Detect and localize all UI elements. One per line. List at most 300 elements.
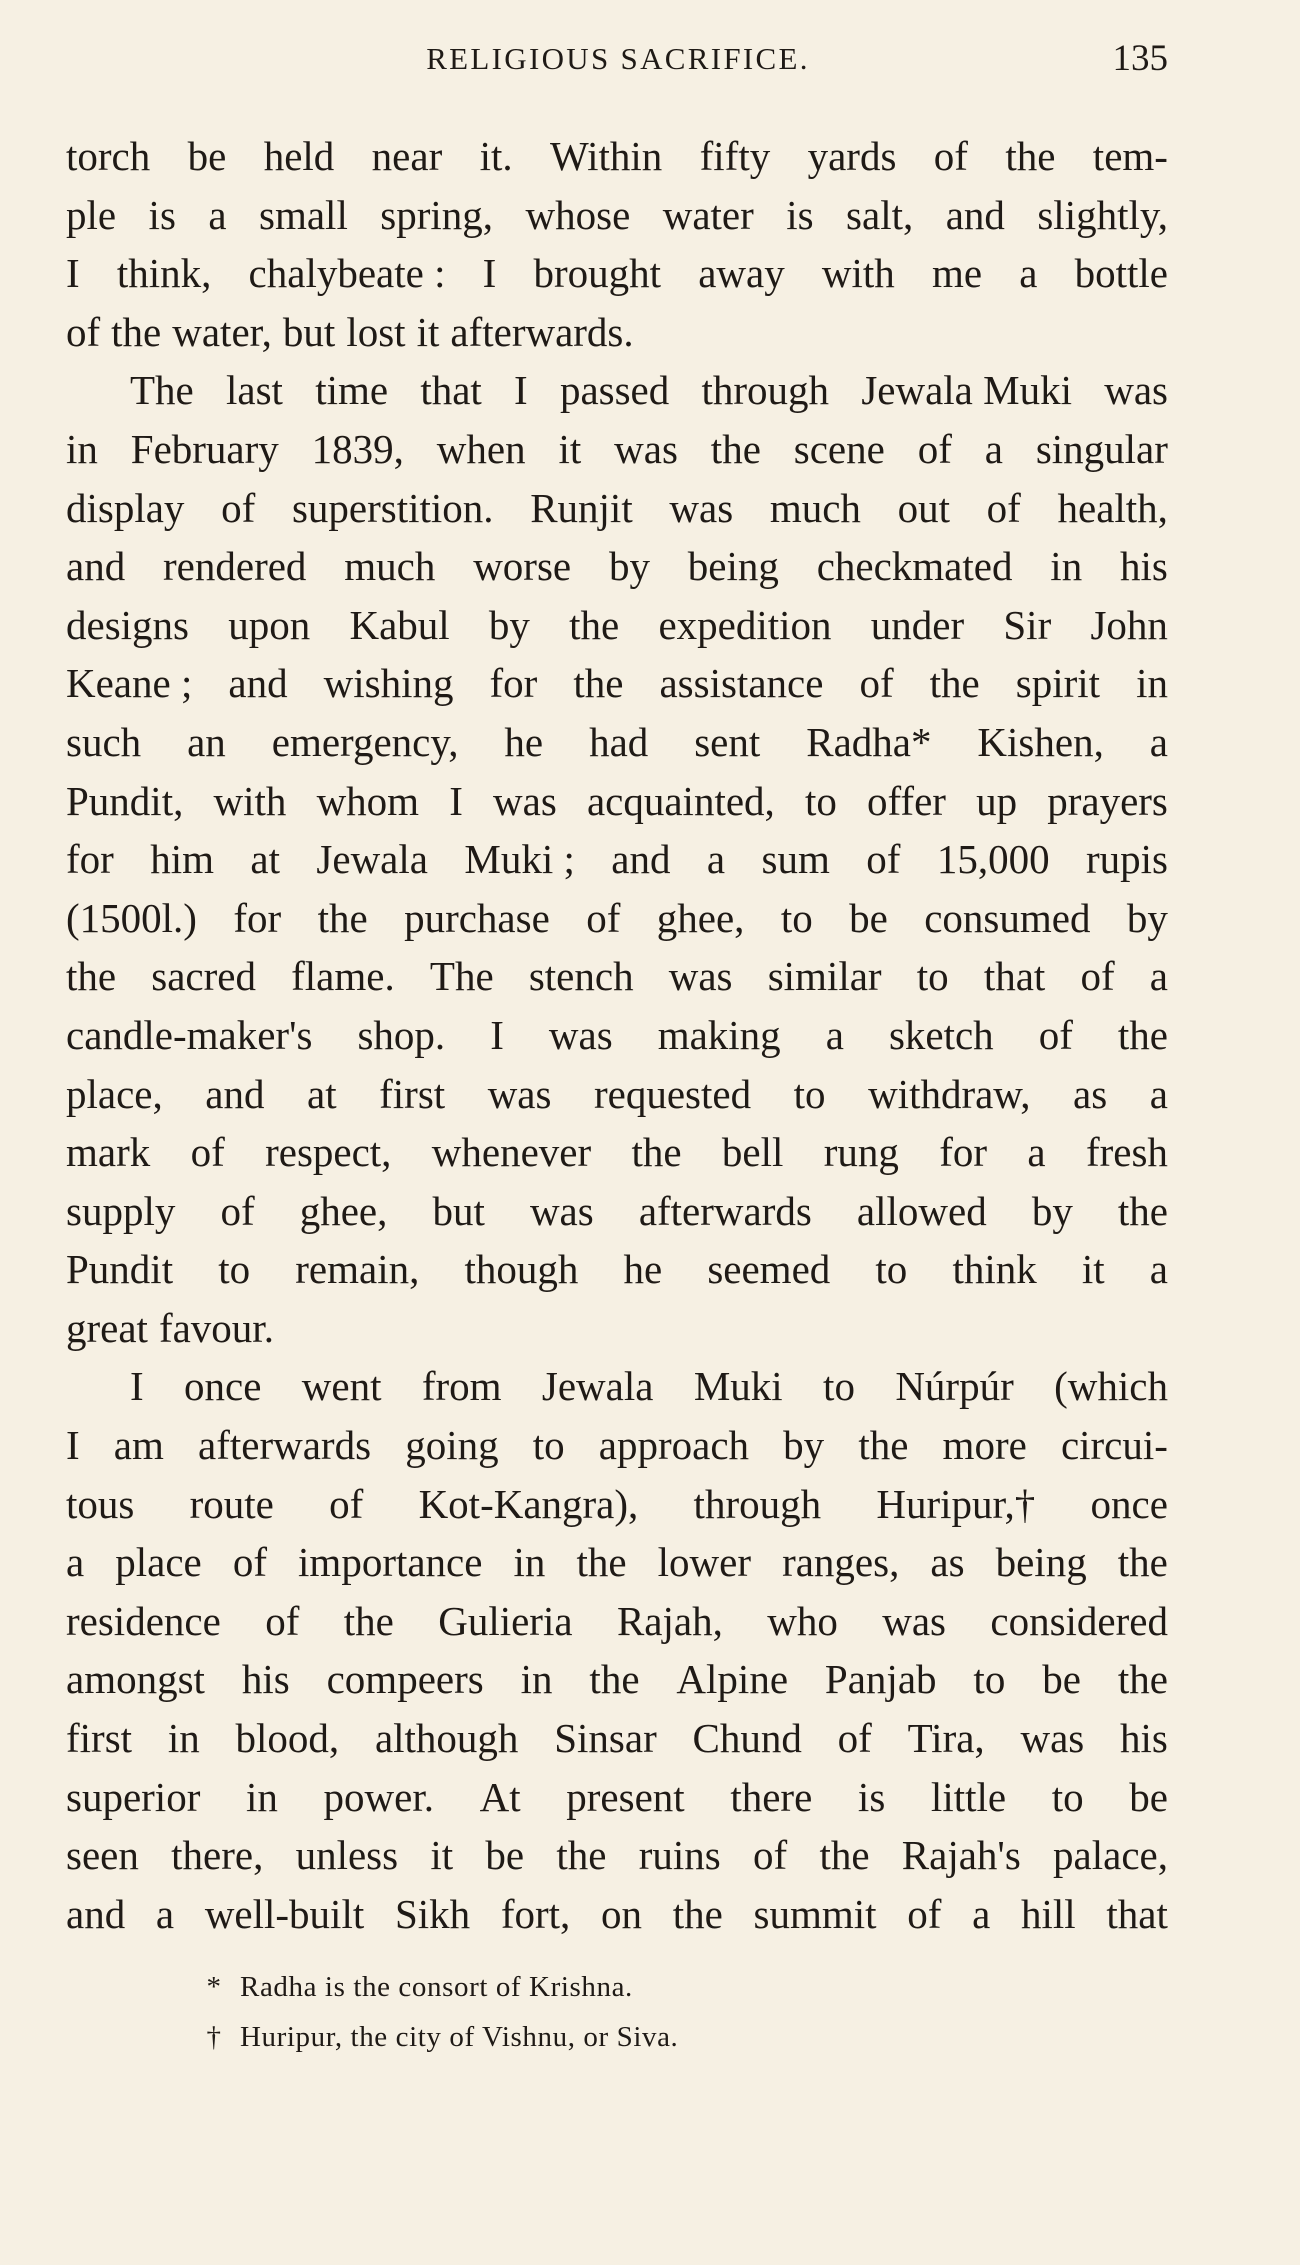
word: think, bbox=[116, 250, 212, 297]
footnotes bbox=[200, 1962, 1060, 2062]
text-line bbox=[66, 186, 1168, 245]
text-line bbox=[66, 1650, 1168, 1709]
word: and bbox=[205, 1070, 265, 1117]
word: lower bbox=[657, 1539, 751, 1586]
word: Kabul bbox=[349, 601, 450, 648]
word: lost bbox=[346, 308, 406, 355]
word: of bbox=[753, 1832, 788, 1879]
word: Núrpúr bbox=[895, 1363, 1014, 1410]
word: unless bbox=[295, 1832, 399, 1879]
word: once bbox=[184, 1363, 262, 1410]
word: by bbox=[1031, 1187, 1073, 1234]
word: of bbox=[329, 1480, 364, 1527]
text-line bbox=[66, 1357, 1168, 1416]
word: the bbox=[1117, 1011, 1168, 1058]
word: it bbox=[430, 1832, 454, 1879]
word: remain, bbox=[295, 1246, 420, 1293]
word: a bbox=[825, 1011, 844, 1058]
word: the bbox=[343, 1597, 394, 1644]
text-line bbox=[66, 889, 1168, 948]
word: a bbox=[1149, 718, 1168, 765]
word: was bbox=[493, 777, 557, 824]
text-line bbox=[66, 244, 1168, 303]
word: the bbox=[929, 660, 980, 707]
word: the bbox=[66, 953, 117, 1000]
text-line bbox=[66, 772, 1168, 831]
word: to bbox=[823, 1363, 855, 1410]
word: though bbox=[464, 1246, 579, 1293]
word: Jewala bbox=[541, 1363, 654, 1410]
word: flame. bbox=[291, 953, 395, 1000]
word: sacred bbox=[151, 953, 256, 1000]
word: at bbox=[307, 1070, 337, 1117]
word: power. bbox=[323, 1773, 434, 1820]
word: held bbox=[263, 133, 335, 179]
word: of bbox=[265, 1597, 300, 1644]
word: to bbox=[875, 1246, 908, 1293]
word: it bbox=[558, 425, 582, 472]
word: through bbox=[701, 367, 830, 414]
word: afterwards bbox=[638, 1187, 812, 1234]
footnote-text: Huripur, the city of Vishnu, or Siva. bbox=[240, 2021, 679, 2053]
word: is bbox=[857, 1773, 886, 1820]
text-line bbox=[66, 1240, 1168, 1299]
word: checkmated bbox=[816, 543, 1013, 590]
word: At bbox=[479, 1773, 521, 1820]
word: a bbox=[1027, 1129, 1046, 1176]
word: spring, bbox=[380, 191, 494, 238]
word: more bbox=[942, 1422, 1027, 1469]
word: he bbox=[504, 718, 544, 765]
word: water, bbox=[172, 308, 272, 355]
word: Rajah's bbox=[901, 1832, 1021, 1879]
word: sum bbox=[761, 836, 830, 883]
word: it bbox=[1081, 1246, 1105, 1293]
word: Kot-Kangra), bbox=[418, 1480, 639, 1527]
word: supply bbox=[66, 1187, 176, 1234]
word: be bbox=[187, 133, 227, 179]
word: his bbox=[1120, 1715, 1168, 1762]
word: by bbox=[783, 1422, 825, 1469]
word: Panjab bbox=[824, 1656, 937, 1703]
word: small bbox=[259, 191, 348, 238]
word: be bbox=[1129, 1773, 1168, 1820]
word: near bbox=[371, 133, 443, 179]
word: the bbox=[858, 1422, 909, 1469]
word: mark bbox=[66, 1129, 151, 1176]
word: being bbox=[995, 1539, 1087, 1586]
word: to bbox=[973, 1656, 1006, 1703]
word: him bbox=[150, 836, 215, 883]
word: the bbox=[1117, 1656, 1168, 1703]
text-line bbox=[66, 303, 1168, 362]
word: a bbox=[1019, 250, 1038, 297]
word: the bbox=[710, 425, 761, 472]
word: is bbox=[148, 191, 176, 238]
word: the bbox=[317, 894, 368, 941]
word: superstition. bbox=[291, 484, 494, 531]
word: purchase bbox=[404, 894, 550, 941]
word: the bbox=[569, 601, 620, 648]
word: as bbox=[1073, 1070, 1108, 1117]
text-line bbox=[66, 1065, 1168, 1124]
body-text bbox=[66, 127, 1168, 1943]
word: Jewala bbox=[316, 836, 428, 883]
word: considered bbox=[990, 1597, 1168, 1644]
text-line bbox=[66, 1768, 1168, 1827]
word: The bbox=[130, 367, 194, 414]
word: to bbox=[780, 894, 813, 941]
word: sketch bbox=[888, 1011, 994, 1058]
word: the bbox=[1117, 1187, 1168, 1234]
word: in bbox=[66, 425, 98, 472]
word: John bbox=[1090, 601, 1168, 648]
word: of bbox=[859, 660, 894, 707]
page-header bbox=[68, 34, 1168, 84]
word: ruins bbox=[638, 1832, 721, 1879]
running-title: RELIGIOUS SACRIFICE. bbox=[426, 41, 810, 76]
word: yards bbox=[807, 133, 897, 179]
word: and bbox=[66, 543, 126, 590]
word: Runjit bbox=[530, 484, 633, 531]
word: brought bbox=[533, 250, 662, 297]
word: last bbox=[226, 367, 283, 414]
word: Pundit, bbox=[66, 777, 184, 824]
word: little bbox=[930, 1773, 1007, 1820]
word: that bbox=[420, 367, 482, 414]
word: when bbox=[436, 425, 526, 472]
word: Chund bbox=[692, 1715, 802, 1762]
word: ranges, bbox=[782, 1539, 900, 1586]
word: that bbox=[983, 953, 1046, 1000]
word: was bbox=[548, 1011, 613, 1058]
word: rung bbox=[823, 1129, 899, 1176]
word: present bbox=[566, 1773, 685, 1820]
word: whom bbox=[316, 777, 420, 824]
word: palace, bbox=[1053, 1832, 1168, 1879]
word: to bbox=[916, 953, 949, 1000]
text-line bbox=[66, 1182, 1168, 1241]
word: salt, bbox=[846, 191, 914, 238]
word: but bbox=[282, 308, 336, 355]
word: circui- bbox=[1060, 1422, 1168, 1469]
word: a bbox=[155, 1890, 175, 1937]
word: he bbox=[623, 1246, 663, 1293]
word: a bbox=[972, 1890, 991, 1937]
word: stench bbox=[528, 953, 634, 1000]
word: Within bbox=[550, 133, 663, 179]
text-line bbox=[66, 654, 1168, 713]
word: going bbox=[405, 1422, 499, 1469]
word: of bbox=[917, 425, 952, 472]
text-line bbox=[66, 537, 1168, 596]
word: Sikh bbox=[394, 1890, 471, 1937]
word: of bbox=[220, 1187, 255, 1234]
footnote bbox=[200, 2012, 1060, 2062]
word: away bbox=[698, 250, 785, 297]
word: assistance bbox=[659, 660, 824, 707]
word: great bbox=[66, 1304, 148, 1351]
word: offer bbox=[867, 777, 946, 824]
word: a bbox=[66, 1539, 85, 1586]
word: the bbox=[589, 1656, 640, 1703]
word: whose bbox=[525, 191, 631, 238]
word: of bbox=[221, 484, 256, 531]
text-line bbox=[66, 479, 1168, 538]
word: hill bbox=[1021, 1890, 1076, 1937]
word: went bbox=[301, 1363, 382, 1410]
word: display bbox=[66, 484, 185, 531]
word: ghee, bbox=[299, 1187, 388, 1234]
word: of bbox=[986, 484, 1021, 531]
word: candle-maker's bbox=[66, 1011, 313, 1058]
word: was bbox=[614, 425, 678, 472]
word: Sinsar bbox=[554, 1715, 657, 1762]
word: water bbox=[662, 191, 754, 238]
word: to bbox=[1051, 1773, 1084, 1820]
text-line bbox=[66, 1475, 1168, 1534]
word: fresh bbox=[1085, 1129, 1168, 1176]
word: be bbox=[849, 894, 888, 941]
word: chalybeate : bbox=[248, 250, 446, 297]
word: Kishen, bbox=[977, 718, 1104, 765]
word: think bbox=[952, 1246, 1037, 1293]
word: at bbox=[250, 836, 281, 883]
word: prayers bbox=[1047, 777, 1168, 824]
word: of bbox=[66, 308, 101, 355]
text-line bbox=[66, 713, 1168, 772]
word: was bbox=[882, 1597, 946, 1644]
word: of bbox=[1038, 1011, 1073, 1058]
word: for bbox=[233, 894, 282, 941]
word: seen bbox=[66, 1832, 139, 1879]
word: consumed bbox=[924, 894, 1091, 941]
word: the bbox=[556, 1832, 607, 1879]
word: shop. bbox=[357, 1011, 446, 1058]
word: his bbox=[1120, 543, 1168, 590]
word: was bbox=[487, 1070, 552, 1117]
word: Tira, bbox=[907, 1715, 985, 1762]
word: of bbox=[1080, 953, 1115, 1000]
word: on bbox=[601, 1890, 642, 1937]
word: the bbox=[111, 308, 162, 355]
word: of bbox=[907, 1890, 942, 1937]
word: by bbox=[1126, 894, 1168, 941]
text-line bbox=[66, 830, 1168, 889]
word: blood, bbox=[235, 1715, 340, 1762]
word: singular bbox=[1035, 425, 1168, 472]
word: scene bbox=[793, 425, 885, 472]
word: a bbox=[208, 191, 227, 238]
word: in bbox=[520, 1656, 553, 1703]
word: am bbox=[113, 1422, 164, 1469]
word: the bbox=[631, 1129, 682, 1176]
word: there bbox=[730, 1773, 813, 1820]
word: who bbox=[767, 1597, 838, 1644]
word: rupis bbox=[1086, 836, 1168, 883]
word: to bbox=[218, 1246, 251, 1293]
word: slightly, bbox=[1037, 191, 1168, 238]
word: a bbox=[1149, 1246, 1168, 1293]
word: Pundit bbox=[66, 1246, 174, 1293]
word: I bbox=[66, 1422, 80, 1469]
word: acquainted, bbox=[586, 777, 775, 824]
word: rendered bbox=[163, 543, 307, 590]
word: I bbox=[66, 250, 80, 297]
word: amongst bbox=[66, 1656, 205, 1703]
footnote-marker: † bbox=[206, 2021, 222, 2053]
footnote-marker: * bbox=[206, 1971, 222, 2003]
word: was bbox=[669, 484, 734, 531]
word: to bbox=[532, 1422, 565, 1469]
word: the bbox=[573, 660, 624, 707]
word: the bbox=[672, 1890, 723, 1937]
word: and bbox=[611, 836, 671, 883]
word: ghee, bbox=[656, 894, 745, 941]
word: and bbox=[66, 1890, 126, 1937]
word: to bbox=[804, 777, 837, 824]
word: residence bbox=[66, 1597, 221, 1644]
word: being bbox=[687, 543, 779, 590]
word: was bbox=[1104, 367, 1168, 414]
word: respect, bbox=[265, 1129, 392, 1176]
word: of bbox=[837, 1715, 872, 1762]
text-line bbox=[66, 1123, 1168, 1182]
word: similar bbox=[767, 953, 882, 1000]
word: afterwards. bbox=[450, 308, 634, 355]
word: Radha* bbox=[806, 718, 932, 765]
word: under bbox=[870, 601, 965, 648]
word: Muki ; bbox=[464, 836, 575, 883]
word: first bbox=[66, 1715, 133, 1762]
word: his bbox=[241, 1656, 290, 1703]
word: of bbox=[933, 133, 968, 179]
word: of bbox=[232, 1539, 267, 1586]
word: with bbox=[213, 777, 287, 824]
word: 1839, bbox=[311, 425, 404, 472]
word: Gulieria bbox=[438, 1597, 573, 1644]
word: Sir bbox=[1003, 601, 1052, 648]
text-line bbox=[66, 1709, 1168, 1768]
word: was bbox=[1020, 1715, 1085, 1762]
word: fifty bbox=[699, 133, 771, 179]
word: passed bbox=[559, 367, 670, 414]
word: by bbox=[488, 601, 530, 648]
text-line bbox=[66, 1885, 1168, 1944]
word: to bbox=[793, 1070, 826, 1117]
word: tous bbox=[66, 1480, 135, 1527]
text-line bbox=[66, 1299, 1168, 1358]
page-number: 135 bbox=[1112, 38, 1168, 79]
word: bottle bbox=[1074, 250, 1168, 297]
text-line bbox=[66, 1592, 1168, 1651]
word: I bbox=[490, 1011, 504, 1058]
word: from bbox=[421, 1363, 502, 1410]
word: importance bbox=[298, 1539, 483, 1586]
word: Rajah, bbox=[616, 1597, 723, 1644]
word: superior bbox=[66, 1773, 201, 1820]
footnote-text: Radha is the consort of Krishna. bbox=[240, 1971, 633, 2003]
word: the bbox=[1117, 1539, 1168, 1586]
footnote bbox=[200, 1962, 1060, 2012]
word: making bbox=[657, 1011, 781, 1058]
word: with bbox=[821, 250, 895, 297]
word: allowed bbox=[856, 1187, 987, 1234]
word: be bbox=[1042, 1656, 1081, 1703]
word: that bbox=[1106, 1890, 1168, 1937]
word: as bbox=[930, 1539, 965, 1586]
word: in bbox=[513, 1539, 546, 1586]
word: first bbox=[379, 1070, 446, 1117]
word: Muki bbox=[693, 1363, 783, 1410]
word: was bbox=[668, 953, 733, 1000]
word: 15,000 bbox=[936, 836, 1050, 883]
word: I bbox=[130, 1363, 144, 1410]
word: time bbox=[315, 367, 389, 414]
word: a bbox=[1149, 1070, 1168, 1117]
word: sent bbox=[694, 718, 761, 765]
word: seemed bbox=[707, 1246, 831, 1293]
word: up bbox=[976, 777, 1018, 824]
word: was bbox=[529, 1187, 594, 1234]
word: health, bbox=[1057, 484, 1168, 531]
word: it. bbox=[479, 133, 513, 179]
word: for bbox=[66, 836, 114, 883]
word: Keane ; bbox=[66, 660, 193, 707]
word: for bbox=[939, 1129, 988, 1176]
text-line bbox=[66, 1006, 1168, 1065]
word: requested bbox=[594, 1070, 752, 1117]
word: Alpine bbox=[676, 1656, 789, 1703]
word: in bbox=[167, 1715, 200, 1762]
word: by bbox=[608, 543, 650, 590]
word: designs bbox=[66, 601, 189, 648]
text-line bbox=[66, 1533, 1168, 1592]
word: out bbox=[897, 484, 950, 531]
word: torch bbox=[66, 133, 151, 179]
word: it bbox=[416, 308, 440, 355]
word: worse bbox=[473, 543, 572, 590]
text-line bbox=[66, 1416, 1168, 1475]
word: is bbox=[786, 191, 814, 238]
word: approach bbox=[598, 1422, 750, 1469]
word: the bbox=[576, 1539, 627, 1586]
word: of bbox=[190, 1129, 225, 1176]
word: February bbox=[130, 425, 279, 472]
word: an bbox=[187, 718, 226, 765]
word: afterwards bbox=[198, 1422, 372, 1469]
word: Jewala Muki bbox=[861, 367, 1072, 414]
word: I bbox=[449, 777, 463, 824]
word: I bbox=[514, 367, 528, 414]
word: expedition bbox=[658, 601, 832, 648]
text-line bbox=[66, 420, 1168, 479]
word: for bbox=[489, 660, 538, 707]
word: favour. bbox=[158, 1304, 274, 1351]
word: route bbox=[189, 1480, 274, 1527]
text-line bbox=[66, 947, 1168, 1006]
word: well-built bbox=[204, 1890, 365, 1937]
word: whenever bbox=[431, 1129, 592, 1176]
word: in bbox=[1050, 543, 1083, 590]
word: upon bbox=[228, 601, 311, 648]
word: bell bbox=[721, 1129, 784, 1176]
word: spirit bbox=[1015, 660, 1101, 707]
word: place, bbox=[66, 1070, 163, 1117]
text-line bbox=[66, 127, 1168, 186]
word: but bbox=[432, 1187, 485, 1234]
word: I bbox=[482, 250, 497, 297]
